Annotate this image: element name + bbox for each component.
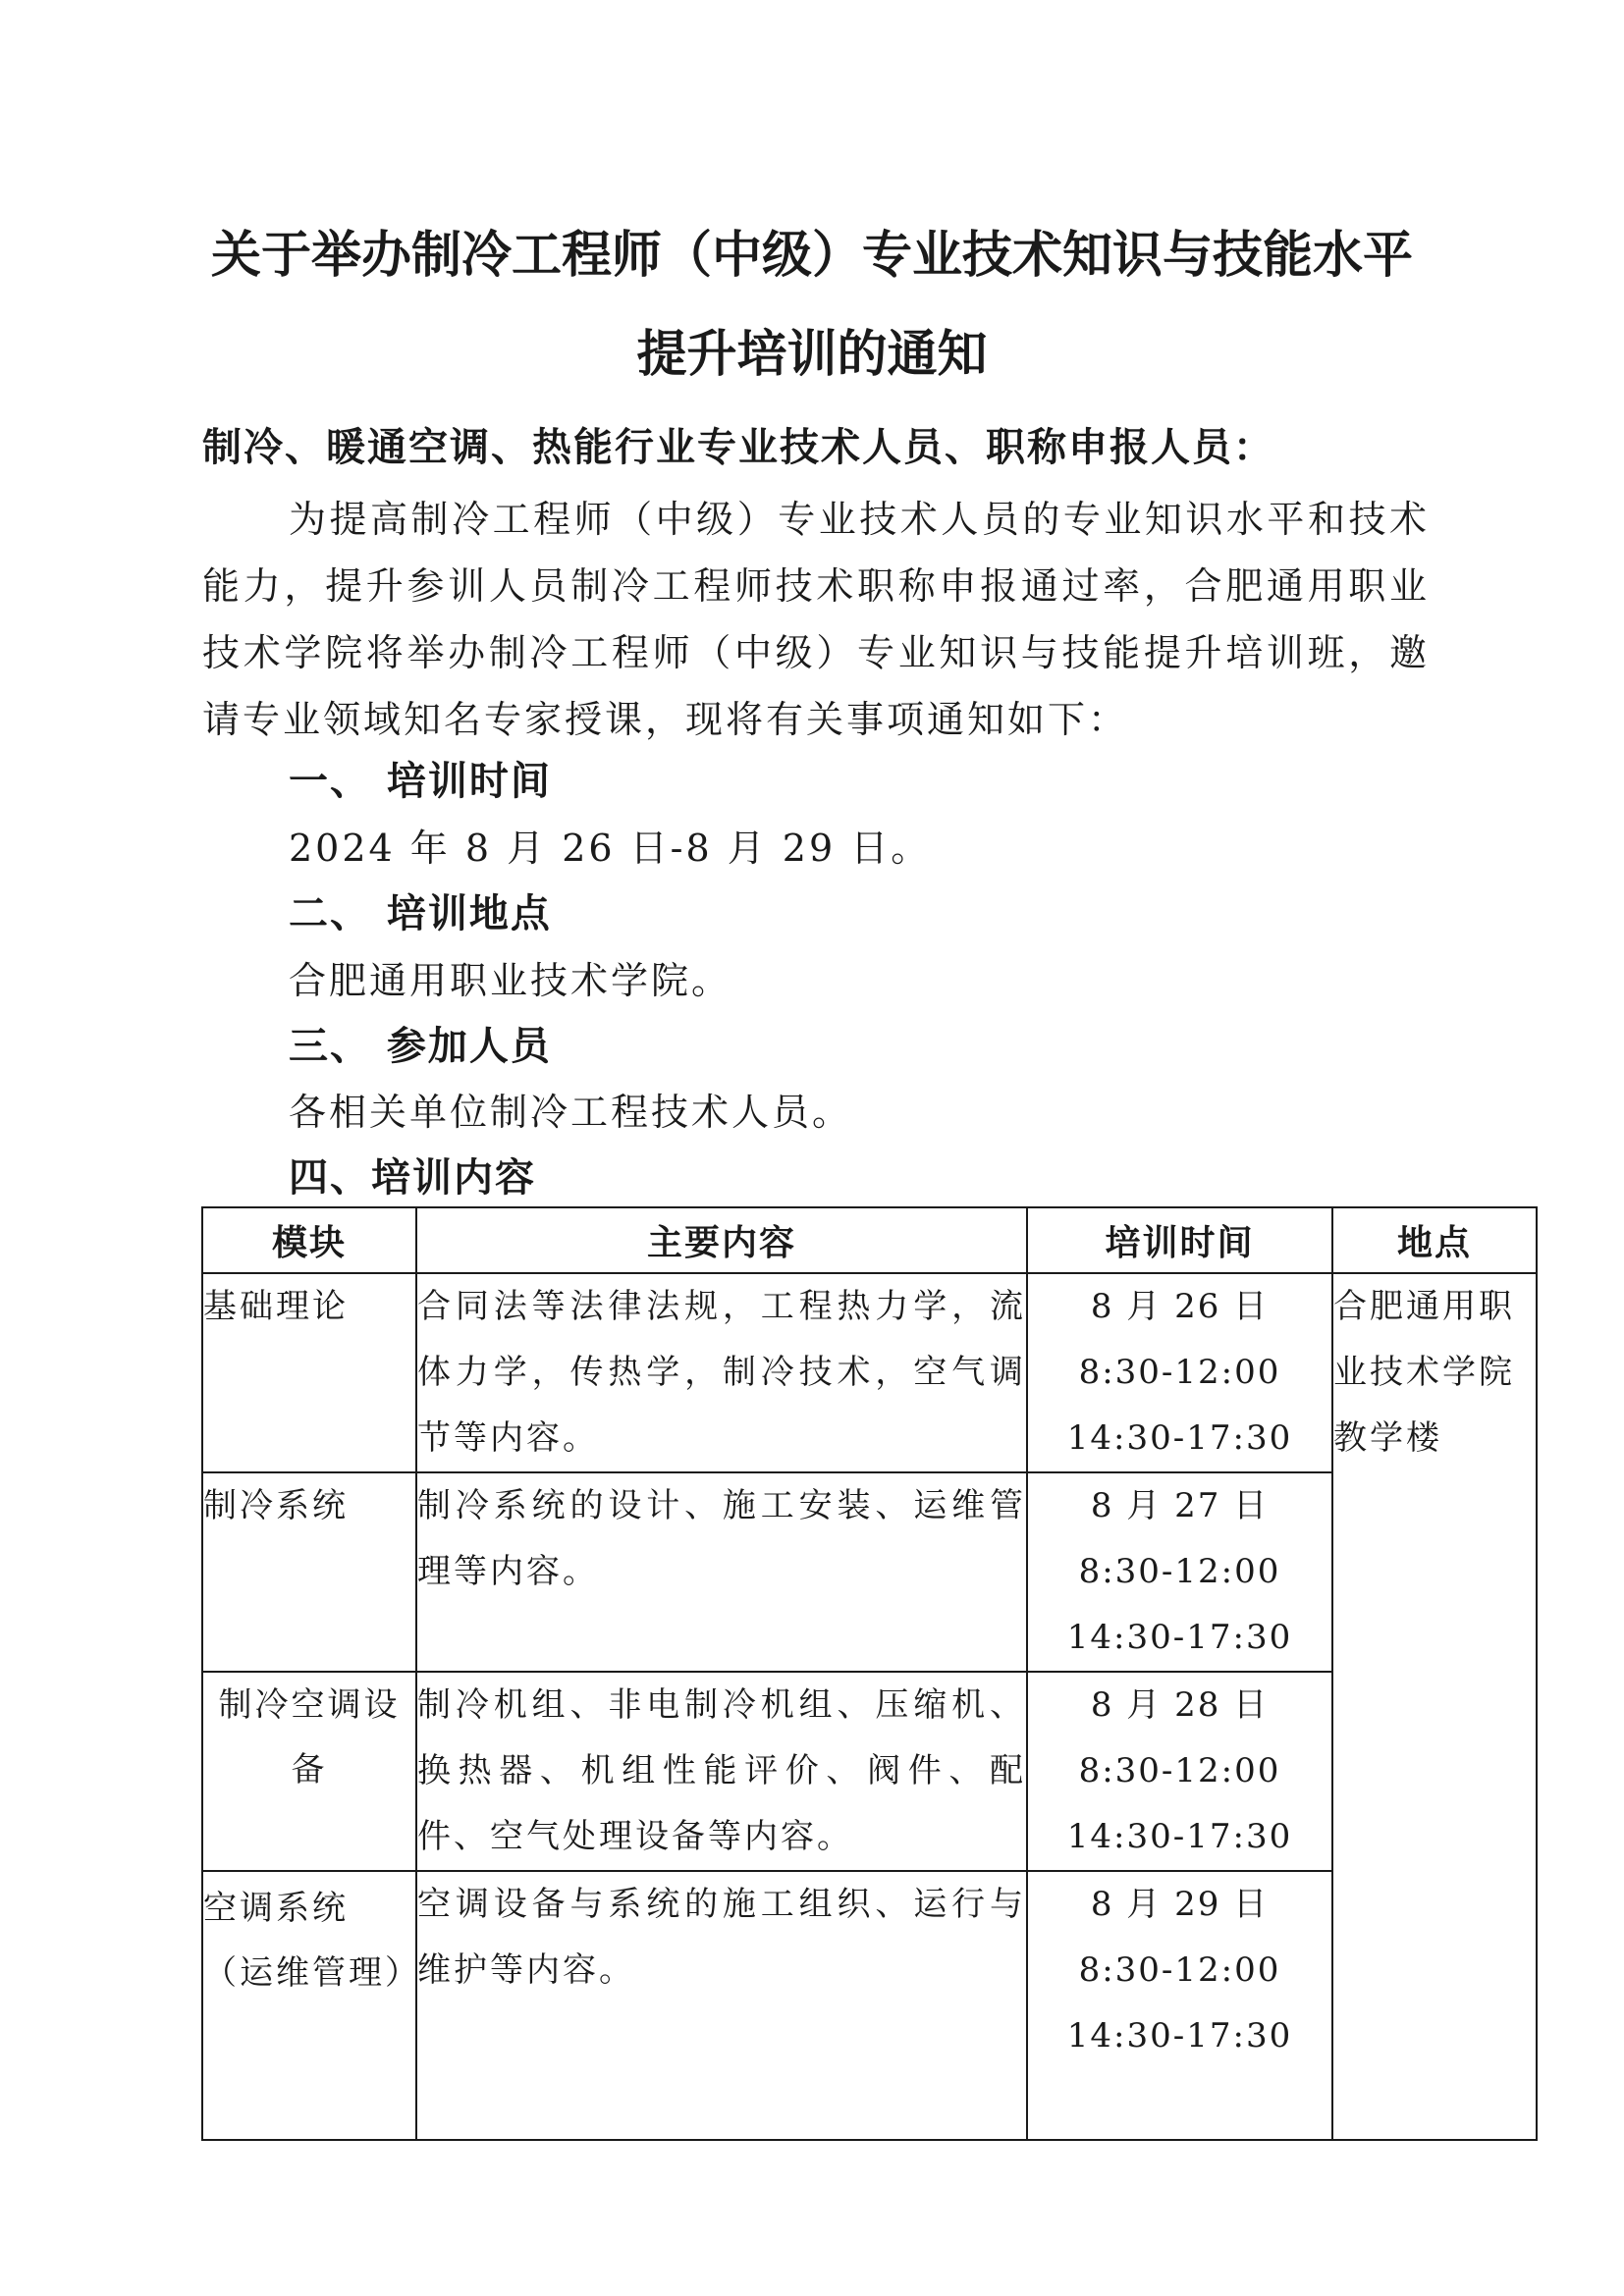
content-cell: 合同法等法律法规，工程热力学，流体力学，传热学，制冷技术，空气调节等内容。 [416, 1273, 1027, 1472]
module-cell: 制冷系统 [202, 1472, 416, 1672]
section-heading-participants: 三、 参加人员 [289, 1024, 552, 1069]
date-text: 8 月 27 日 [1090, 1486, 1270, 1525]
header-content: 主要内容 [416, 1207, 1027, 1273]
date-text: 8 月 28 日 [1090, 1685, 1270, 1725]
module-cell: 基础理论 [202, 1273, 416, 1472]
afternoon-time: 14:30-17:30 [1066, 1817, 1293, 1856]
intro-paragraph: 为提高制冷工程师（中级）专业技术人员的专业知识水平和技术能力，提升参训人员制冷工程师技术职称申报通过率，合肥通用职业技术学院将举办制冷工程师（中级）专业知识与技能提升培训班，邀请专业领域知名专家授课，现将有关事项通知如下： [202, 498, 1430, 741]
time-cell [1027, 1273, 1332, 1472]
afternoon-time: 14:30-17:30 [1066, 2016, 1293, 2056]
module-cell: 制冷空调设备 [202, 1672, 416, 1871]
date-text: 8 月 26 日 [1090, 1287, 1270, 1326]
place-cell: 合肥通用职业技术学院教学楼 [1332, 1273, 1537, 2140]
table-row [202, 1273, 1537, 1472]
section-heading-time: 一、 培训时间 [289, 759, 552, 804]
content-cell: 制冷机组、非电制冷机组、压缩机、换热器、机组性能评价、阀件、配件、空气处理设备等内容。 [416, 1672, 1027, 1871]
time-cell [1027, 1871, 1332, 2140]
content-cell: 空调设备与系统的施工组织、运行与维护等内容。 [416, 1871, 1027, 2140]
afternoon-time: 14:30-17:30 [1066, 1418, 1293, 1458]
notice-title-line1: 关于举办制冷工程师（中级）专业技术知识与技能水平 [210, 227, 1413, 285]
content-cell: 制冷系统的设计、施工安装、运维管理等内容。 [416, 1472, 1027, 1672]
time-cell [1027, 1672, 1332, 1871]
section-text-participants: 各相关单位制冷工程技术人员。 [289, 1091, 853, 1134]
header-place: 地点 [1332, 1207, 1537, 1273]
morning-time: 8:30-12:00 [1078, 1751, 1281, 1790]
section-heading-content: 四、培训内容 [289, 1155, 536, 1201]
training-schedule-table [201, 1206, 1538, 2141]
section-text-location: 合肥通用职业技术学院。 [289, 959, 732, 1002]
morning-time: 8:30-12:00 [1078, 1353, 1281, 1392]
time-cell [1027, 1472, 1332, 1672]
header-module: 模块 [202, 1207, 416, 1273]
module-cell: 空调系统（运维管理） [202, 1871, 416, 2140]
date-text: 8 月 29 日 [1090, 1885, 1270, 1924]
table-header-row [202, 1207, 1537, 1273]
afternoon-time: 14:30-17:30 [1066, 1618, 1293, 1657]
section-text-time: 2024 年 8 月 26 日-8 月 29 日。 [289, 827, 932, 870]
notice-title-line2: 提升培训的通知 [636, 326, 988, 384]
header-time: 培训时间 [1027, 1207, 1332, 1273]
section-heading-location: 二、 培训地点 [289, 891, 552, 936]
salutation: 制冷、暖通空调、热能行业专业技术人员、职称申报人员： [202, 425, 1274, 470]
morning-time: 8:30-12:00 [1078, 1950, 1281, 1990]
morning-time: 8:30-12:00 [1078, 1552, 1281, 1591]
